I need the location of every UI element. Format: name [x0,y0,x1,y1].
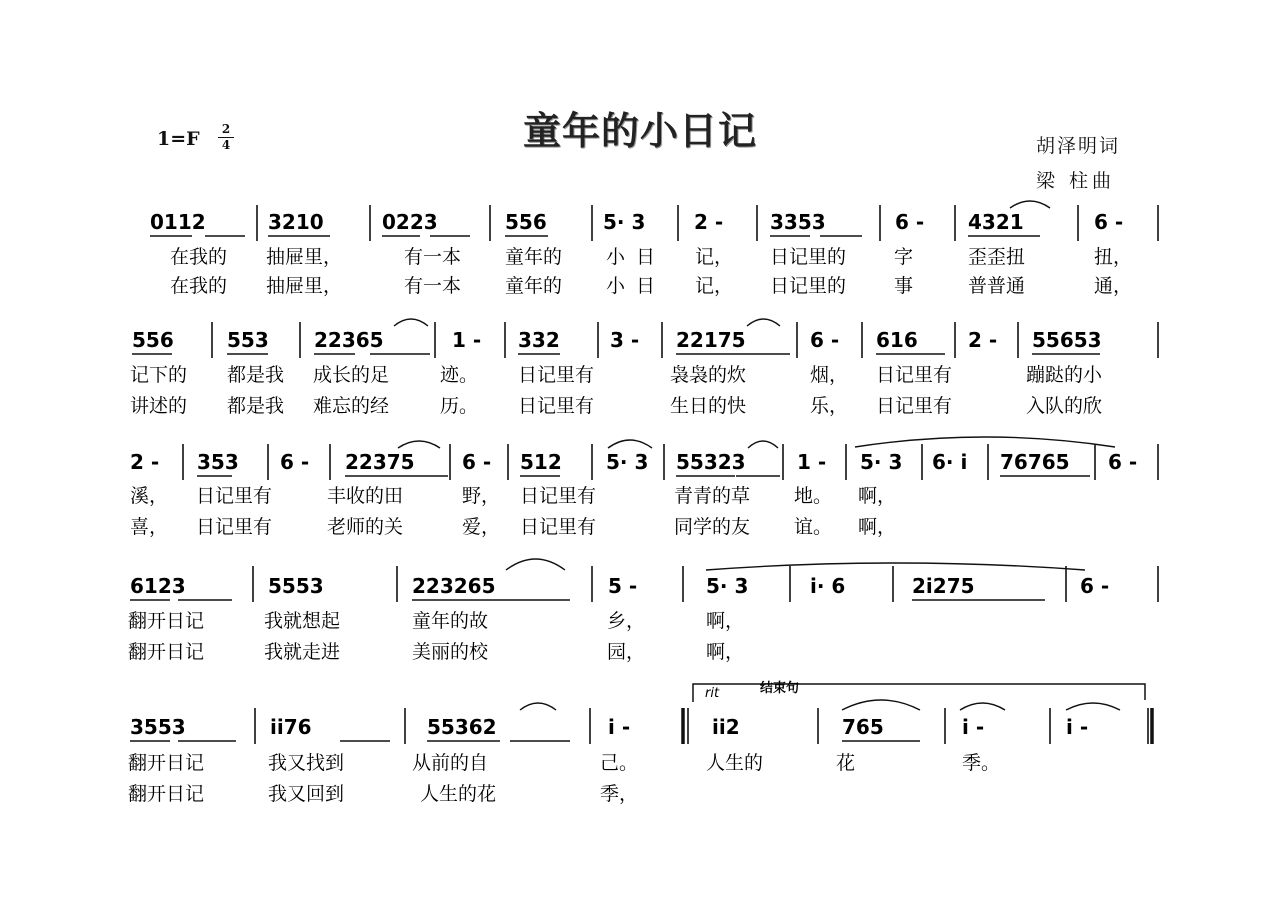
slur [394,319,428,326]
system-3-lyrics [130,485,896,538]
lyric-word: 日 [636,275,656,297]
measure-note: 765 [842,715,884,739]
measure-note: 1 - [797,450,827,474]
measure-note: 2 - [130,450,160,474]
lyric-word: 花 [836,752,856,774]
lyric-word: 生日的快 [670,395,747,417]
measure-note: 5553 [268,574,324,598]
slur [748,441,778,448]
key-signature: 1=F [157,128,200,150]
lyric-word: 啊， [706,610,745,632]
lyric-word: 我又回到 [268,783,345,805]
lyric-word: 童年的 [505,275,563,297]
measure-note: 2 - [694,210,724,234]
lyric-word: 我又找到 [268,752,345,774]
measure-note: 5· 3 [606,450,649,474]
system-4-lyrics [128,609,744,663]
lyric-word: 啊， [706,641,745,663]
measure-note: i - [608,715,631,739]
slur [1066,703,1120,710]
lyric-word: 谊。 [794,516,833,538]
measure-note: 353 [197,450,239,474]
lyric-word: 日记里的 [770,275,847,297]
lyric-word: 童年的 [505,246,563,268]
lyric-word: 丰收的田 [327,485,404,507]
measure-note: i - [962,715,985,739]
slur [842,700,920,710]
lyric-word: 从前的自 [412,752,489,774]
measure-note: 0112 [150,210,206,234]
measure-note: 6 - [1094,210,1124,234]
measure-note: 6 - [810,328,840,352]
system-4-notes [130,574,1109,598]
lyric-word: 日记里有 [876,364,953,386]
measure-note: 6 - [895,210,925,234]
lyric-word: 日记里的 [770,246,847,268]
measure-note: 76765 [1000,450,1070,474]
measure-note: 616 [876,328,918,352]
lyric-word: 记， [695,246,734,268]
measure-note: 3553 [130,715,186,739]
lyric-word: 乡， [607,610,646,632]
lyric-word: 老师的关 [327,516,404,538]
lyric-word: 小 [606,275,626,297]
measure-note: 5· 3 [706,574,749,598]
measure-note: 6 - [1108,450,1138,474]
slur [398,441,440,448]
lyric-word: 袅袅的炊 [670,364,747,386]
system-2-lyrics [130,364,1103,417]
lyric-word: 记， [695,275,734,297]
song-title: 童年的小日记 [522,108,757,153]
lyric-word: 有一本 [404,246,462,268]
lyric-word: 己。 [600,752,639,774]
measure-note: 5· 3 [860,450,903,474]
measure-note: 556 [132,328,174,352]
measure-note: 22365 [314,328,384,352]
lyric-word: 迹。 [440,364,479,386]
lyric-word: 普普通 [968,275,1026,297]
lyric-word: 园， [607,641,646,663]
lyric-word: 字 [894,246,914,268]
measure-note: 6 - [462,450,492,474]
lyric-word: 童年的故 [412,610,489,632]
measure-note: 6 - [1080,574,1110,598]
measure-note: 5 - [608,574,638,598]
measure-note: i· 6 [810,574,846,598]
lyric-word: 野， [462,485,501,507]
lyric-word: 我就想起 [264,610,341,632]
slur [960,703,1005,710]
lyric-word: 人生的 [706,752,764,774]
measure-note: 55653 [1032,328,1102,352]
measure-note: 0223 [382,210,438,234]
measure-note: 6· i [932,450,968,474]
lyric-word: 都是我 [227,364,285,386]
measure-note: i - [1066,715,1089,739]
measure-note: 2 - [968,328,998,352]
lyric-word: 历。 [440,395,479,417]
lyric-word: 蹦跶的小 [1026,364,1103,386]
measure-note: 3 - [610,328,640,352]
lyric-word: 在我的 [170,275,228,297]
ending-annotation [693,680,1145,702]
lyric-word: 翻开日记 [128,783,205,805]
measure-note: 2i275 [912,574,975,598]
measure-note: 6 - [280,450,310,474]
lyric-word: 扭， [1094,246,1133,268]
lyric-word: 喜， [130,516,169,538]
measure-note: 6123 [130,574,186,598]
lyric-word: 日记里有 [520,485,597,507]
lyric-word: 入队的欣 [1026,395,1103,417]
rit-mark: rit [705,686,720,701]
composer-credit: 梁 柱曲 [1036,170,1116,192]
lyric-word: 日记里有 [196,485,273,507]
slur [506,559,565,570]
measure-note: ii2 [712,715,740,739]
lyric-word: 抽屉里， [266,275,343,297]
measure-note: 55323 [676,450,746,474]
meter-numerator: 2 [221,122,231,136]
lyric-word: 日记里有 [518,364,595,386]
system-3-notes [130,450,1137,474]
lyric-word: 美丽的校 [412,641,489,663]
lyric-word: 通， [1094,275,1133,297]
measure-note: 22175 [676,328,746,352]
lyric-word: 日 [636,246,656,268]
measure-note: 3353 [770,210,826,234]
system-1-notes [150,210,1123,234]
slur [747,319,780,326]
lyric-word: 季， [600,783,639,805]
measure-note: 4321 [968,210,1024,234]
lyric-word: 小 [606,246,626,268]
lyric-word: 成长的足 [313,364,390,386]
lyric-word: 乐， [810,395,849,417]
lyric-word: 日记里有 [518,395,595,417]
measure-note: 3210 [268,210,324,234]
lyric-word: 翻开日记 [128,752,205,774]
ending-label: 结束句 [760,681,800,696]
measure-note: ii76 [270,715,312,739]
lyric-word: 翻开日记 [128,610,205,632]
lyric-word: 记下的 [130,364,188,386]
lyric-word: 有一本 [404,275,462,297]
system-2-notes [132,328,1102,352]
lyric-word: 在我的 [170,246,228,268]
lyric-word: 日记里有 [196,516,273,538]
lyric-word: 我就走进 [264,641,341,663]
lyric-word: 翻开日记 [128,641,205,663]
measure-note: 512 [520,450,562,474]
slur [706,563,1085,570]
slur [1010,201,1050,208]
measure-note: 223265 [412,574,496,598]
measure-note: 22375 [345,450,415,474]
lyric-word: 地。 [794,485,833,507]
lyric-word: 难忘的经 [313,395,390,417]
measure-note: 332 [518,328,560,352]
lyric-word: 日记里有 [876,395,953,417]
lyric-word: 溪， [130,485,169,507]
lyric-word: 都是我 [227,395,285,417]
lyric-word: 青青的草 [674,485,751,507]
system-1-lyrics [170,246,1132,297]
lyric-word: 啊， [858,485,897,507]
lyric-word: 季。 [962,752,1001,774]
lyric-word: 爱， [462,516,501,538]
slur [520,703,556,710]
lyric-word: 抽屉里， [266,246,343,268]
lyric-word: 啊， [858,516,897,538]
lyric-word: 讲述的 [130,395,188,417]
lyricist-credit: 胡泽明词 [1036,135,1121,157]
measure-note: 55362 [427,715,497,739]
lyric-word: 歪歪扭 [968,246,1026,268]
lyric-word: 事 [894,275,914,297]
lyric-word: 日记里有 [520,516,597,538]
slur [608,440,652,448]
system-5-lyrics [128,752,1000,805]
lyric-word: 同学的友 [674,516,751,538]
measure-note: 556 [505,210,547,234]
lyric-word: 烟， [810,364,849,386]
measure-note: 553 [227,328,269,352]
meter-denominator: 4 [221,138,231,152]
slur [855,437,1115,447]
measure-note: 5· 3 [603,210,646,234]
lyric-word: 人生的花 [420,783,497,805]
measure-note: 1 - [452,328,482,352]
